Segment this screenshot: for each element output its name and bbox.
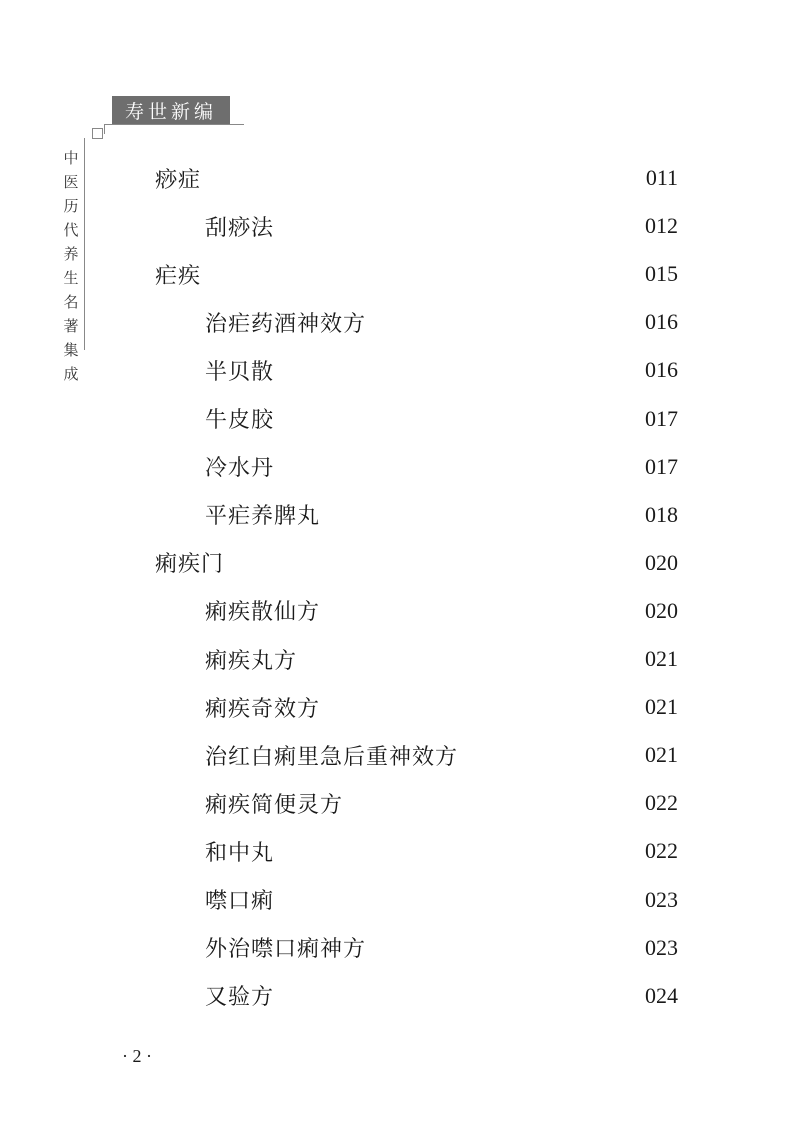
- toc-entry-title: 外治噤口痢神方: [205, 937, 367, 963]
- toc-entry-title: 痢疾丸方: [205, 648, 298, 674]
- toc-entry-title: 痢疾奇效方: [205, 696, 321, 722]
- toc-entry-title: 痢疾门: [155, 552, 225, 578]
- dot-leader: [334, 696, 637, 718]
- dot-leader: [288, 215, 637, 237]
- toc-entry-page-number: 017: [645, 405, 678, 431]
- toc-entry-title: 痢疾散仙方: [205, 600, 321, 626]
- toc-entry-page-number: 024: [645, 982, 678, 1008]
- dot-leader: [238, 552, 637, 574]
- toc-entry[interactable]: [205, 298, 678, 346]
- toc-entry-page-number: 015: [645, 261, 678, 287]
- dot-leader: [288, 359, 637, 381]
- header-rule: [104, 124, 244, 125]
- dot-leader: [215, 263, 637, 285]
- toc-entry[interactable]: [205, 731, 678, 779]
- toc-entry-page-number: 021: [645, 694, 678, 720]
- toc-entry-page-number: 020: [645, 597, 678, 623]
- toc-entry[interactable]: [205, 395, 678, 443]
- dot-leader: [215, 167, 638, 189]
- toc-entry-title: 牛皮胶: [205, 408, 275, 433]
- toc-entry[interactable]: [205, 827, 678, 875]
- toc-entry-title: 疟疾: [155, 263, 202, 289]
- toc-entry-page-number: 017: [645, 453, 678, 479]
- toc-entry[interactable]: [205, 683, 678, 731]
- toc-entry-page-number: 022: [645, 790, 678, 816]
- toc-entry-page-number: 020: [645, 549, 678, 575]
- toc-entry-page-number: 022: [645, 838, 678, 864]
- dot-leader: [472, 744, 637, 766]
- dot-leader: [288, 985, 637, 1007]
- toc-entry[interactable]: [155, 154, 678, 202]
- toc-entry-page-number: 011: [645, 165, 678, 190]
- toc-entry-page-number: 018: [645, 501, 678, 527]
- toc-entry[interactable]: [205, 924, 678, 972]
- toc-entry-title: 半贝散: [205, 359, 275, 385]
- dot-leader: [357, 792, 637, 814]
- toc-entry[interactable]: [205, 876, 678, 924]
- toc-entry[interactable]: [205, 972, 678, 1020]
- series-title-tab: 寿世新编: [112, 96, 230, 124]
- corner-ornament: [92, 128, 103, 139]
- toc-entry-title: 痢疾简便灵方: [205, 792, 344, 818]
- toc-entry[interactable]: [205, 443, 678, 491]
- toc-entry-page-number: 016: [645, 357, 678, 383]
- dot-leader: [334, 504, 637, 526]
- dot-leader: [288, 840, 637, 862]
- toc-entry-page-number: 021: [645, 646, 678, 671]
- toc-entry[interactable]: [155, 250, 678, 298]
- header-rule-drop: [104, 124, 105, 134]
- dot-leader: [288, 456, 637, 478]
- toc-entry[interactable]: [155, 539, 678, 587]
- toc-entry-title: 刮痧法: [205, 215, 275, 241]
- toc-entry-page-number: 023: [645, 886, 678, 912]
- dot-leader: [288, 408, 637, 430]
- toc-entry-page-number: 016: [645, 309, 678, 335]
- toc-entry-title: 平疟养脾丸: [205, 504, 321, 530]
- toc-entry[interactable]: [205, 491, 678, 539]
- dot-leader: [334, 600, 637, 622]
- page-number: · 2 ·: [122, 1046, 152, 1066]
- toc-entry[interactable]: [205, 635, 678, 683]
- toc-entry-title: 痧症: [155, 167, 202, 193]
- toc-entry-title: 治红白痢里急后重神效方: [205, 744, 459, 770]
- toc-entry[interactable]: [205, 202, 678, 250]
- toc-entry-title: 又验方: [205, 985, 275, 1011]
- dot-leader: [380, 937, 637, 959]
- toc-entry[interactable]: [205, 346, 678, 394]
- toc-entry-title: 冷水丹: [205, 456, 275, 482]
- toc-entry-page-number: 012: [645, 213, 678, 239]
- toc-entry[interactable]: [205, 779, 678, 827]
- dot-leader: [311, 648, 637, 670]
- dot-leader: [288, 889, 637, 911]
- toc-entry-page-number: 021: [645, 742, 678, 768]
- side-rule: [84, 138, 85, 350]
- toc-entry-page-number: 023: [645, 934, 678, 960]
- dot-leader: [380, 311, 637, 333]
- vertical-series-title: 中医历代养生名著集成: [63, 149, 79, 383]
- toc-entry[interactable]: [205, 587, 678, 635]
- toc-entry-title: 和中丸: [205, 840, 275, 866]
- toc-entry-title: 噤口痢: [205, 889, 275, 914]
- toc-entry-title: 治疟药酒神效方: [205, 311, 367, 337]
